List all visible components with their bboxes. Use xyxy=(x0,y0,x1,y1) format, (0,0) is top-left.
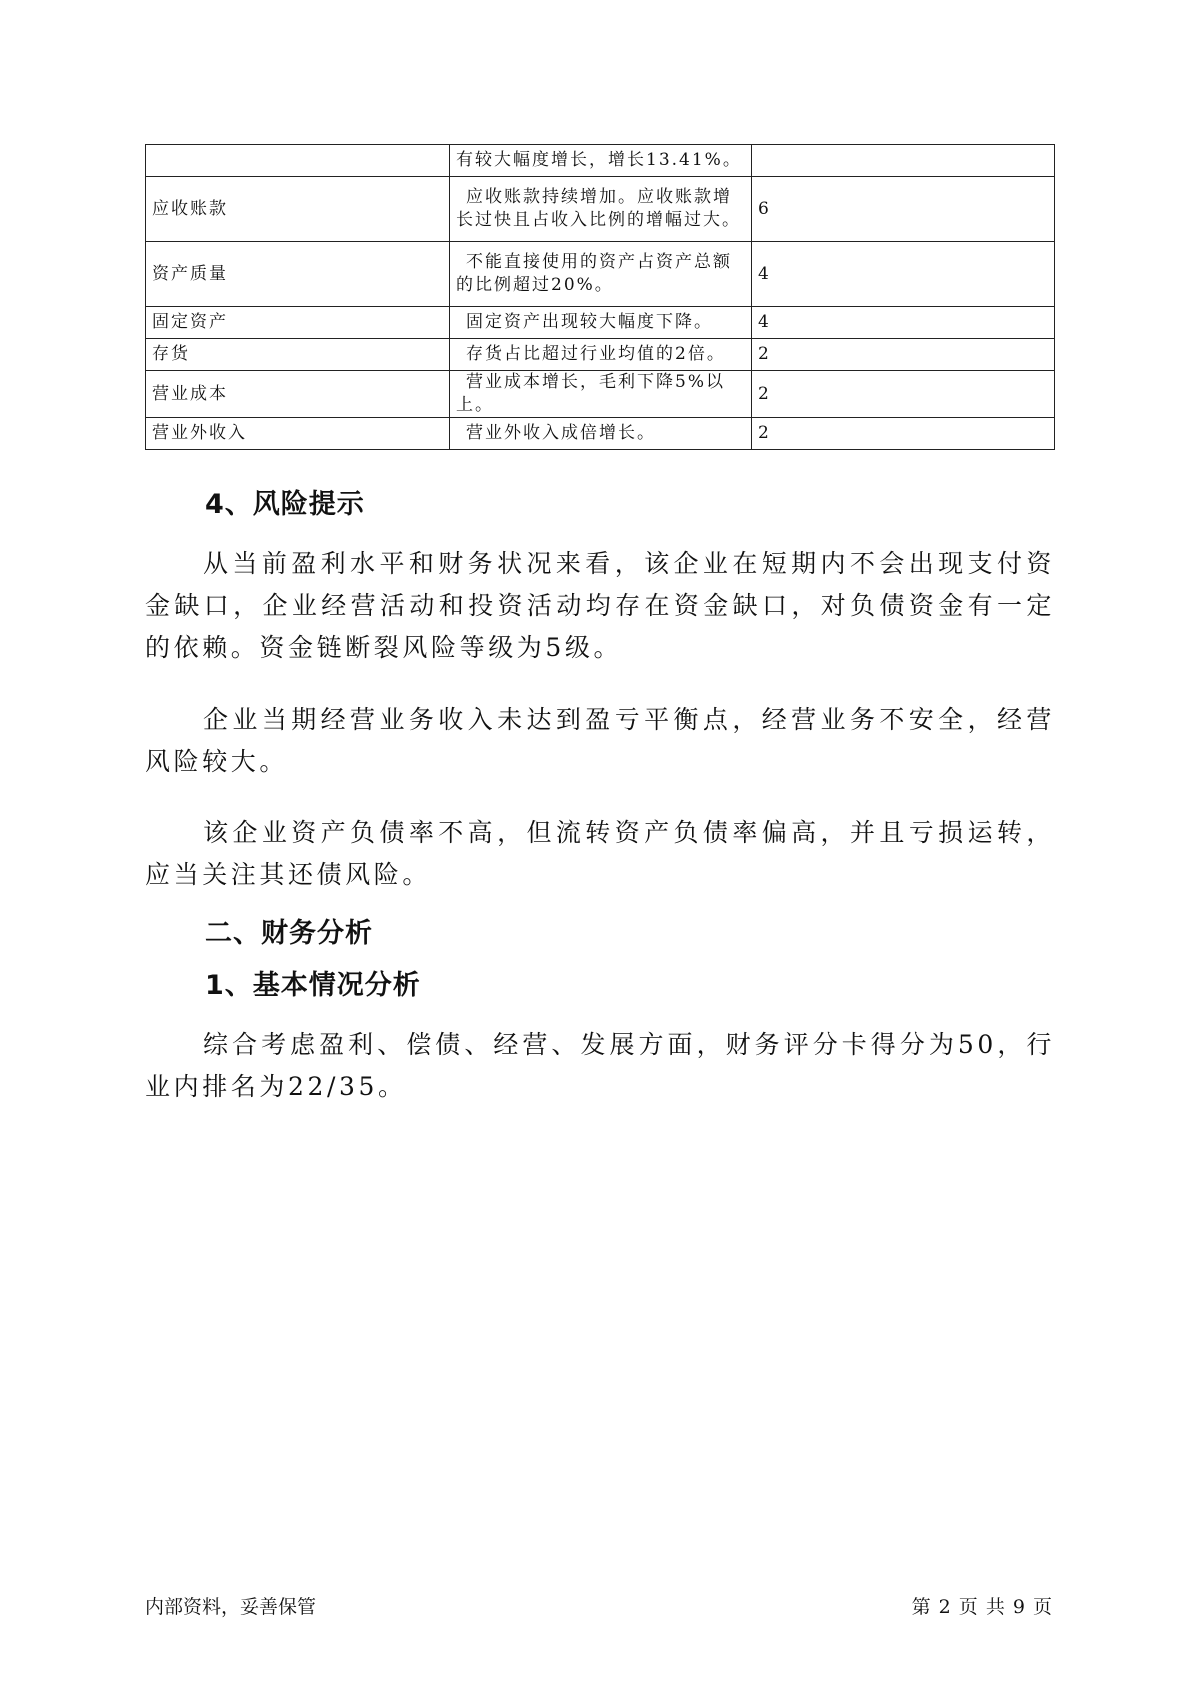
finance-paragraph: 综合考虑盈利、偿债、经营、发展方面，财务评分卡得分为50，行业内排名为22/35。 xyxy=(145,1030,1055,1101)
desc-line: 应收账款持续增加。应收账款增 xyxy=(466,187,732,207)
table-cell-item: 营业外收入 xyxy=(146,418,450,450)
table-cell-score: 2 xyxy=(752,418,1055,450)
table-cell-score: 2 xyxy=(752,339,1055,371)
table-cell-item xyxy=(146,145,450,177)
risk-paragraph-2: 企业当期经营业务收入未达到盈亏平衡点，经营业务不安全，经营风险较大。 xyxy=(145,705,1055,776)
desc-line: 有较大幅度增长，增长13.41%。 xyxy=(456,150,742,170)
finance-section-heading: 二、财务分析 xyxy=(205,918,373,949)
table-cell-desc xyxy=(450,339,752,371)
risk-paragraph-3: 该企业资产负债率不高，但流转资产负债率偏高，并且亏损运转，应当关注其还债风险。 xyxy=(145,818,1055,889)
table-cell-score: 6 xyxy=(752,177,1055,242)
risk-indicator-table xyxy=(145,144,1055,450)
desc-line: 营业成本增长，毛利下降5%以上。 xyxy=(456,372,725,415)
table-cell-desc xyxy=(450,242,752,307)
table-row xyxy=(146,418,1055,450)
footer-confidential-note: 内部资料，妥善保管 xyxy=(145,1596,317,1618)
risk-paragraph-1: 从当前盈利水平和财务状况来看，该企业在短期内不会出现支付资金缺口，企业经营活动和投资活动均存在资金缺口，对负债资金有一定的依赖。资金链断裂风险等级为5级。 xyxy=(145,549,1055,662)
table-row xyxy=(146,177,1055,242)
risk-section-heading: 4、风险提示 xyxy=(205,489,365,520)
table-cell-score xyxy=(752,145,1055,177)
table-cell-score: 4 xyxy=(752,242,1055,307)
table-cell-item: 应收账款 xyxy=(146,177,450,242)
desc-line: 的比例超过20%。 xyxy=(456,275,614,295)
table-cell-score: 2 xyxy=(752,371,1055,418)
table-cell-desc xyxy=(450,307,752,339)
table-cell-desc xyxy=(450,177,752,242)
desc-line: 长过快且占收入比例的增幅过大。 xyxy=(456,210,741,230)
desc-line: 存货占比超过行业均值的2倍。 xyxy=(466,344,726,364)
table-row xyxy=(146,339,1055,371)
desc-line: 营业外收入成倍增长。 xyxy=(466,423,656,443)
table-row xyxy=(146,371,1055,418)
desc-line: 不能直接使用的资产占资产总额 xyxy=(466,252,732,272)
table-cell-desc xyxy=(450,371,752,418)
table-row xyxy=(146,242,1055,307)
footer-page-number: 第 2 页 共 9 页 xyxy=(911,1596,1053,1618)
table-row xyxy=(146,307,1055,339)
table-cell-desc xyxy=(450,418,752,450)
table-cell-item: 营业成本 xyxy=(146,371,450,418)
table-cell-item: 资产质量 xyxy=(146,242,450,307)
table-cell-item: 固定资产 xyxy=(146,307,450,339)
table-cell-desc xyxy=(450,145,752,177)
desc-line: 固定资产出现较大幅度下降。 xyxy=(466,312,713,332)
finance-subheading: 1、基本情况分析 xyxy=(205,970,421,1001)
table-cell-item: 存货 xyxy=(146,339,450,371)
table-cell-score: 4 xyxy=(752,307,1055,339)
table-row xyxy=(146,145,1055,177)
